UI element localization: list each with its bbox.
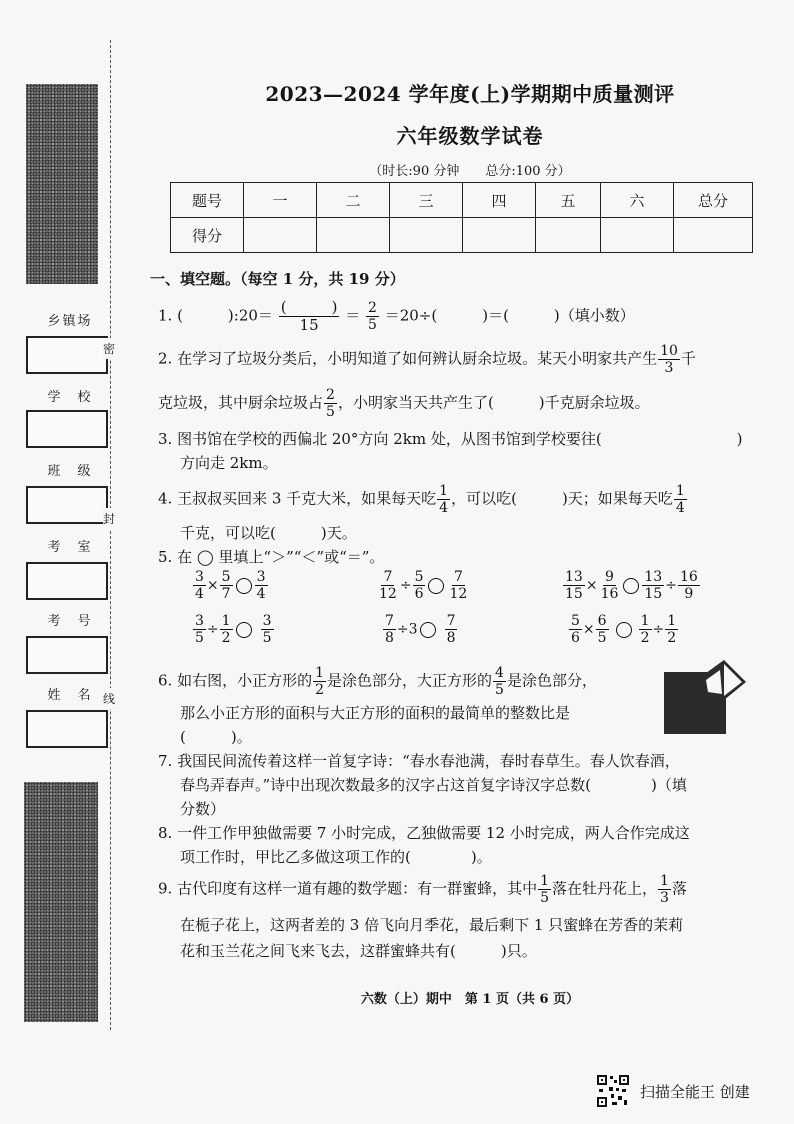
side-box-town[interactable] <box>26 336 108 374</box>
q1-text-a: 1. ( ):20＝ <box>158 306 273 325</box>
side-label-exam-no: 考 号 <box>47 614 93 629</box>
q9-text-a: 9. 古代印度有这样一道有趣的数学题：有一群蜜蜂，其中 <box>158 879 538 898</box>
frac: $\frac{5}{6}$ <box>571 613 580 646</box>
frac: $\frac{1}{2}$ <box>640 613 650 646</box>
q4-fraction-2 <box>674 484 687 515</box>
side-box-room[interactable] <box>26 562 108 600</box>
score-cell: 五 <box>536 183 601 218</box>
question-2-line-2 <box>158 388 650 419</box>
side-box-name[interactable] <box>26 710 108 748</box>
q5-item-5: $\frac{7}{8}$ ÷3 $\frac{7}{8}$ <box>385 613 456 646</box>
question-6-line-2: 那么小正方形的面积与大正方形的面积的最简单的整数比是 <box>180 704 571 722</box>
side-box-school[interactable] <box>26 410 108 448</box>
score-cell: 四 <box>463 183 536 218</box>
score-blank[interactable] <box>674 218 753 253</box>
q9-frac1-num: 1 <box>540 873 550 889</box>
q2-fraction-1 <box>658 344 680 375</box>
q2-frac2-num: 2 <box>326 387 335 403</box>
question-7-line-3: 分数） <box>180 800 226 818</box>
question-7-line-1: 7. 我国民间流传着这样一首复字诗：“春水春池满，春时春草生。春人饮春酒， <box>158 752 680 770</box>
question-2-line-1 <box>158 344 696 375</box>
frac: $\frac{9}{16}$ <box>600 569 619 602</box>
q1-text-c: ＝20÷( )＝( )（填小数） <box>384 306 635 325</box>
q4-frac1-num: 1 <box>439 483 449 499</box>
score-row-label: 得分 <box>171 218 244 253</box>
frac: $\frac{13}{15}$ <box>644 569 663 602</box>
q4-text-a: 4. 王叔叔买回来 3 千克大米，如果每天吃 <box>158 489 437 508</box>
q2-text-b: 千 <box>680 349 696 368</box>
frac: $\frac{6}{5}$ <box>597 613 607 646</box>
q2-frac2-den: 5 <box>326 404 335 420</box>
q1-fraction <box>279 300 340 333</box>
frac: $\frac{13}{15}$ <box>565 569 583 602</box>
score-blank[interactable] <box>390 218 463 253</box>
side-label-school: 学 校 <box>47 390 93 405</box>
q4-text-b: ，可以吃( )天；如果每天吃 <box>451 489 673 508</box>
q9-text-b: 落在牡丹花上， <box>552 879 658 898</box>
score-table-header-row <box>171 183 753 218</box>
seal-char-xian: 线 <box>103 688 115 709</box>
watermark-text: 扫描全能王 创建 <box>640 1083 750 1101</box>
frac: $\frac{1}{2}$ <box>221 613 231 646</box>
q2-text-a: 2. 在学习了垃圾分类后，小明知道了如何辨认厨余垃圾。某天小明家共产生 <box>158 349 658 368</box>
seal-char-feng: 封 <box>103 508 115 529</box>
side-label-town: 乡镇场 <box>47 314 93 329</box>
q1-text-b: ＝ <box>345 306 361 325</box>
q4-frac1-den: 4 <box>439 500 449 516</box>
q2-frac1-den: 3 <box>664 360 674 376</box>
score-cell: 六 <box>601 183 674 218</box>
question-3-line-1: 3. 图书馆在学校的西偏北 20°方向 2km 处，从图书馆到学校要往( ) <box>158 430 743 448</box>
q6-frac1-den: 2 <box>315 682 325 698</box>
exam-title: 2023—2024 学年度(上)学期期中质量测评 <box>265 82 675 106</box>
compare-circle[interactable] <box>428 578 444 594</box>
q1-frac-den: 15 <box>299 316 319 334</box>
q6-frac2-num: 4 <box>495 665 504 681</box>
question-1 <box>158 300 635 333</box>
section-heading: 一、填空题。（每空 1 分，共 19 分） <box>150 270 405 288</box>
compare-circle[interactable] <box>420 622 436 638</box>
score-blank[interactable] <box>463 218 536 253</box>
question-5-heading: 5. 在 ◯ 里填上“＞”“＜”或“＝”。 <box>158 548 385 566</box>
compare-circle[interactable] <box>616 622 632 638</box>
score-cell: 三 <box>390 183 463 218</box>
binding-strip-top <box>26 84 98 284</box>
frac: $\frac{3}{4}$ <box>256 569 266 602</box>
frac: $\frac{7}{12}$ <box>379 569 397 602</box>
compare-circle[interactable] <box>236 622 252 638</box>
q6-frac1-num: 1 <box>315 665 325 681</box>
q6-fraction-1 <box>313 666 326 697</box>
frac: $\frac{3}{5}$ <box>195 613 204 646</box>
side-box-class[interactable] <box>26 486 108 524</box>
compare-circle[interactable] <box>623 578 639 594</box>
question-4-line-2: 千克，可以吃( )天。 <box>180 524 357 542</box>
q6-fraction-2 <box>493 666 506 697</box>
question-3-line-2: 方向走 2km。 <box>180 454 278 472</box>
question-9-line-3: 花和玉兰花之间飞来飞去，这群蜜蜂共有( )只。 <box>180 942 537 960</box>
question-8-line-2: 项工作时，甲比乙多做这项工作的( )。 <box>180 848 492 866</box>
frac: $\frac{7}{8}$ <box>446 613 456 646</box>
compare-circle[interactable] <box>236 578 252 594</box>
score-table <box>170 182 753 253</box>
frac: $\frac{5}{7}$ <box>221 569 231 602</box>
frac: $\frac{1}{2}$ <box>667 613 677 646</box>
q4-frac2-den: 4 <box>675 500 685 516</box>
q1-frac2-den: 5 <box>368 317 377 333</box>
q1-frac-num: ( ) <box>280 298 338 316</box>
question-4-line-1 <box>158 484 688 515</box>
question-8-line-1: 8. 一件工作甲独做需要 7 小时完成，乙独做需要 12 小时完成，两人合作完成这 <box>158 824 690 842</box>
side-box-exam-no[interactable] <box>26 636 108 674</box>
squares-figure <box>662 658 754 736</box>
side-label-name: 姓 名 <box>47 688 93 703</box>
q9-frac2-den: 3 <box>660 890 669 906</box>
question-9-line-1 <box>158 874 687 905</box>
frac: $\frac{16}{9}$ <box>679 569 698 602</box>
q9-fraction-2 <box>658 874 671 905</box>
q5-item-4: $\frac{3}{5}$ ÷ $\frac{1}{2}$ $\frac{3}{5}$ <box>195 613 272 646</box>
qr-code-icon <box>596 1074 630 1108</box>
question-9-line-2: 在栀子花上，这两者差的 3 倍飞向月季花，最后剩下 1 只蜜蜂在芳香的茉莉 <box>180 916 684 934</box>
score-cell: 题号 <box>171 183 244 218</box>
seal-char-mi: 密 <box>103 338 115 359</box>
q1-fraction-2 <box>366 301 379 332</box>
q9-text-c: 落 <box>671 879 687 898</box>
frac: $\frac{7}{12}$ <box>449 569 468 602</box>
q4-frac2-num: 1 <box>675 483 685 499</box>
score-blank[interactable] <box>601 218 674 253</box>
side-label-class: 班 级 <box>47 464 93 479</box>
q9-frac2-num: 1 <box>660 873 669 889</box>
q5-item-3: $\frac{13}{15}$ × $\frac{9}{16}$ $\frac{13}{15}$ ÷ $\frac{16}{9}$ <box>565 569 698 602</box>
question-6-line-1 <box>158 666 597 697</box>
exam-meta: （时长:90 分钟 总分:100 分） <box>369 164 571 179</box>
q6-text-b: 是涂色部分，大正方形的 <box>327 671 493 690</box>
score-cell: 总分 <box>674 183 753 218</box>
score-table-score-row <box>171 218 753 253</box>
frac: $\frac{3}{4}$ <box>195 569 204 602</box>
seal-line <box>110 40 111 1030</box>
score-blank[interactable] <box>244 218 317 253</box>
q9-frac1-den: 5 <box>540 890 550 906</box>
q6-frac2-den: 5 <box>495 682 504 698</box>
side-label-room: 考 室 <box>47 540 93 555</box>
score-blank[interactable] <box>317 218 390 253</box>
q5-item-2: $\frac{7}{12}$ ÷ $\frac{5}{6}$ $\frac{7}{12}$ <box>379 569 468 602</box>
q2-frac1-num: 10 <box>660 343 678 359</box>
question-6-line-3: ( )。 <box>180 728 252 746</box>
exam-subtitle: 六年级数学试卷 <box>396 124 544 148</box>
question-7-line-2: 春鸟弄春声。”诗中出现次数最多的汉字占这首复字诗汉字总数( )（填 <box>180 776 687 794</box>
page-footer: 六数（上）期中 第 1 页（共 6 页） <box>360 992 580 1007</box>
q4-fraction-1 <box>437 484 450 515</box>
score-blank[interactable] <box>536 218 601 253</box>
score-cell: 二 <box>317 183 390 218</box>
q6-text-c: 是涂色部分， <box>506 671 597 690</box>
frac: $\frac{5}{6}$ <box>414 569 424 602</box>
binding-strip-bottom <box>24 782 98 1022</box>
frac: $\frac{7}{8}$ <box>385 613 394 646</box>
q5-item-1: $\frac{3}{4}$ × $\frac{5}{7}$ $\frac{3}{4}$ <box>195 569 266 602</box>
score-cell: 一 <box>244 183 317 218</box>
q9-fraction-1 <box>538 874 551 905</box>
q6-text-a: 6. 如右图，小正方形的 <box>158 671 313 690</box>
q1-frac2-num: 2 <box>368 300 377 316</box>
q5-item-6: $\frac{5}{6}$ × $\frac{6}{5}$ $\frac{1}{2}$ ÷ $\frac{1}{2}$ <box>571 613 677 646</box>
q2-text-c: 克垃圾，其中厨余垃圾占 <box>158 393 324 412</box>
q2-text-d: ，小明家当天共产生了( )千克厨余垃圾。 <box>337 393 650 412</box>
frac: $\frac{3}{5}$ <box>262 613 272 646</box>
q2-fraction-2 <box>324 388 337 419</box>
